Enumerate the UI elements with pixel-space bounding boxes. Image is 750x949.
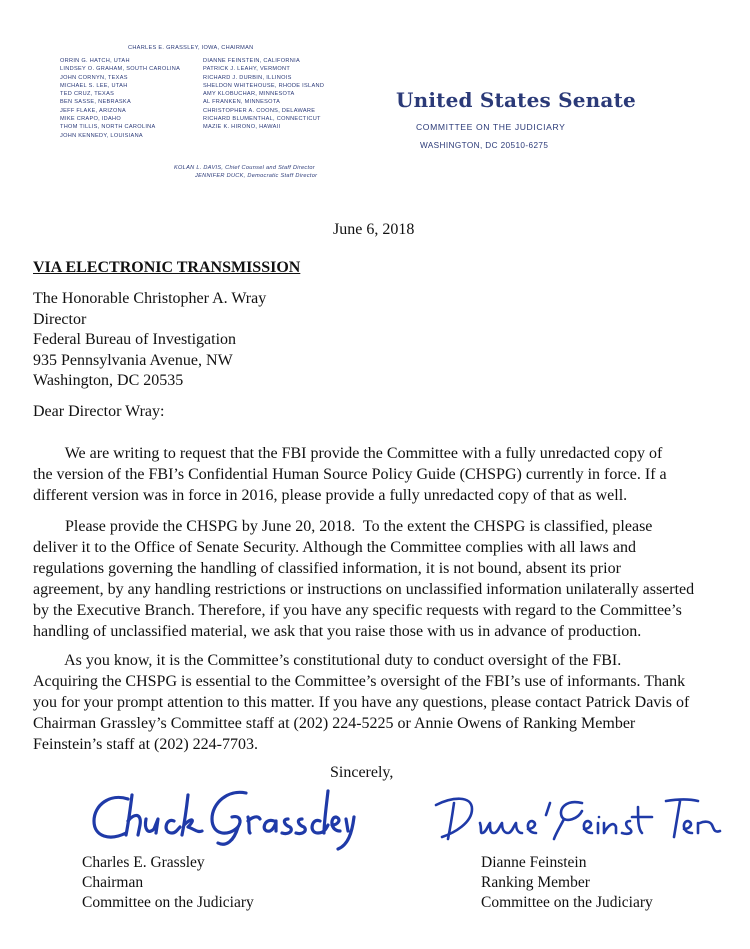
member-name: PATRICK J. LEAHY, VERMONT bbox=[203, 66, 291, 73]
member-name: LINDSEY O. GRAHAM, SOUTH CAROLINA bbox=[60, 66, 181, 73]
member-name: SHELDON WHITEHOUSE, RHODE ISLAND bbox=[203, 82, 325, 89]
member-name: ORRIN G. HATCH, UTAH bbox=[60, 58, 130, 64]
letter-date: June 6, 2018 bbox=[333, 221, 415, 238]
signer-title: Chairman bbox=[82, 874, 144, 891]
member-name: DIANNE FEINSTEIN, CALIFORNIA bbox=[203, 58, 300, 64]
address-line: Washington, DC 20535 bbox=[33, 372, 184, 389]
paragraph-line: Acquiring the CHSPG is essential to the Committee’s oversight of the FBI’s use of informants. Thank bbox=[33, 673, 686, 690]
address-line: 935 Pennsylvania Avenue, NW bbox=[33, 351, 233, 369]
paragraph-line: deliver it to the Office of Senate Security. Although the Committee complies with all laws and bbox=[33, 539, 636, 556]
member-name: CHRISTOPHER A. COONS, DELAWARE bbox=[203, 107, 316, 114]
paragraph-line: by the Executive Branch. Therefore, if you have any specific requests with regard to the Committee’s bbox=[33, 602, 682, 619]
signer-name: Charles E. Grassley bbox=[82, 854, 205, 871]
member-name: RICHARD J. DURBIN, ILLINOIS bbox=[203, 74, 292, 81]
member-name: AL FRANKEN, MINNESOTA bbox=[203, 99, 281, 106]
paragraph-line: As you know, it is the Committee’s constitutional duty to conduct oversight of the FBI. bbox=[33, 652, 622, 669]
signer-committee: Committee on the Judiciary bbox=[82, 894, 254, 911]
closing: Sincerely, bbox=[330, 764, 394, 781]
signer-committee: Committee on the Judiciary bbox=[481, 894, 653, 911]
transmission-heading: VIA ELECTRONIC TRANSMISSION bbox=[33, 259, 301, 276]
salutation: Dear Director Wray: bbox=[33, 403, 165, 420]
member-name: BEN SASSE, NEBRASKA bbox=[60, 99, 131, 106]
member-name: MIKE CRAPO, IDAHO bbox=[60, 116, 122, 123]
member-name: JEFF FLAKE, ARIZONA bbox=[60, 107, 126, 114]
paragraph-line: Feinstein’s staff at (202) 224-7703. bbox=[33, 736, 259, 753]
paragraph-line: different version was in force in 2016, please provide a fully unredacted copy of that as well. bbox=[33, 487, 628, 504]
member-name: THOM TILLIS, NORTH CAROLINA bbox=[60, 124, 156, 131]
paragraph-line: regulations governing the handling of classified information, it is not bound, absent its prior bbox=[33, 560, 621, 577]
paragraph-line: you for your prompt attention to this matter. If you have any questions, please contact Patrick Davis of bbox=[33, 694, 690, 711]
feinstein-signature bbox=[432, 793, 722, 847]
member-name: MAZIE K. HIRONO, HAWAII bbox=[203, 124, 281, 131]
address-line: Federal Bureau of Investigation bbox=[33, 331, 237, 348]
address-line: Director bbox=[33, 310, 87, 328]
member-name: JOHN KENNEDY, LOUISIANA bbox=[60, 132, 143, 139]
signer-title: Ranking Member bbox=[481, 874, 590, 891]
paragraph-request bbox=[33, 444, 667, 507]
paragraph-line: Chairman Grassley’s Committee staff at (202) 224-5225 or Annie Owens of Ranking Member bbox=[33, 715, 636, 732]
recipient-address bbox=[33, 289, 266, 392]
paragraph-line: the version of the FBI’s Confidential Human Source Policy Guide (CHSPG) currently in force. If a bbox=[33, 466, 667, 483]
paragraph-line: We are writing to request that the FBI provide the Committee with a fully unredacted copy of bbox=[33, 445, 663, 462]
member-name: MICHAEL S. LEE, UTAH bbox=[60, 82, 128, 89]
signature-block-grassley bbox=[82, 853, 254, 913]
paragraph-line: handling of unclassified material, we ask that you raise those with us in advance of production. bbox=[33, 623, 642, 640]
democratic-staff-line: JENNIFER DUCK, Democratic Staff Director bbox=[195, 173, 318, 179]
senate-title: United States Senate bbox=[396, 88, 636, 112]
chairman-line: CHARLES E. GRASSLEY, IOWA, CHAIRMAN bbox=[128, 45, 254, 51]
member-name: AMY KLOBUCHAR, MINNESOTA bbox=[203, 91, 295, 98]
signer-name: Dianne Feinstein bbox=[481, 854, 587, 871]
address-line: The Honorable Christopher A. Wray bbox=[33, 290, 267, 307]
member-name: RICHARD BLUMENTHAL, CONNECTICUT bbox=[203, 116, 321, 123]
paragraph-oversight bbox=[33, 651, 689, 756]
minority-members-list bbox=[203, 57, 324, 132]
paragraph-deadline bbox=[33, 517, 694, 643]
member-name: JOHN CORNYN, TEXAS bbox=[60, 74, 128, 81]
paragraph-line: Please provide the CHSPG by June 20, 2018. To the extent the CHSPG is classified, please bbox=[33, 518, 653, 535]
signature-block-feinstein bbox=[481, 853, 653, 913]
grassley-signature bbox=[88, 785, 358, 851]
committee-name: COMMITTEE ON THE JUDICIARY bbox=[416, 122, 566, 132]
majority-members-list bbox=[60, 57, 180, 140]
paragraph-line: agreement, by any handling restrictions or instructions on unclassified information unilaterally asserted bbox=[33, 581, 695, 598]
committee-address: WASHINGTON, DC 20510-6275 bbox=[420, 141, 549, 150]
chief-counsel-line: KOLAN L. DAVIS, Chief Counsel and Staff Director bbox=[174, 165, 315, 171]
member-name: TED CRUZ, TEXAS bbox=[60, 91, 115, 98]
